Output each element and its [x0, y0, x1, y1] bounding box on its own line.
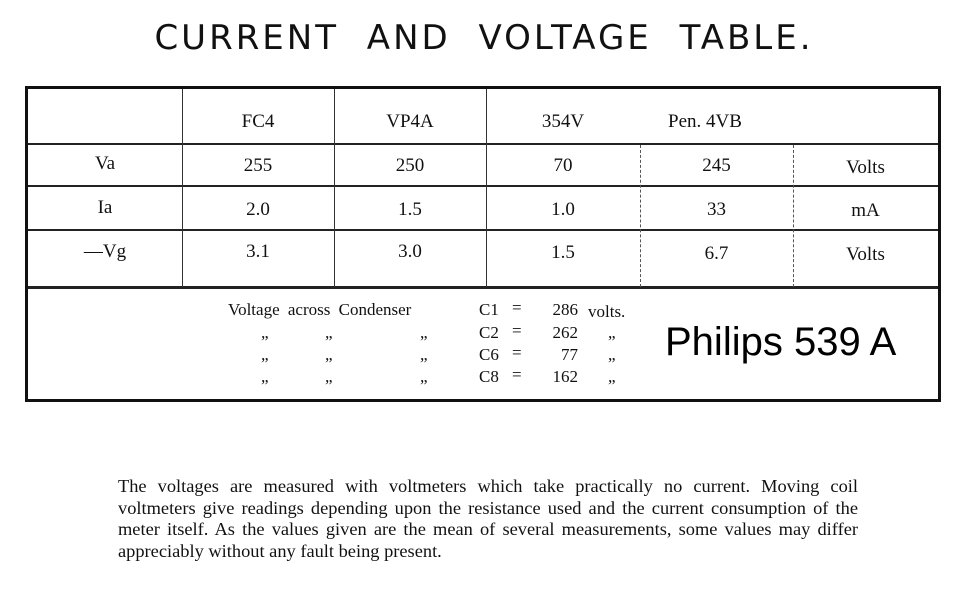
ditto-mark: „: [261, 345, 269, 364]
column-header: 354V: [541, 111, 585, 132]
equals-sign: =: [512, 365, 522, 384]
equals-sign: =: [512, 321, 522, 340]
ditto-mark: „: [261, 367, 269, 386]
condenser-unit: volts.: [588, 302, 626, 321]
table-cell: 3.1: [246, 241, 270, 262]
condenser-id: C8: [479, 367, 499, 386]
ditto-mark: „: [608, 323, 616, 342]
ditto-mark: „: [420, 345, 428, 364]
table-rule: [28, 286, 938, 289]
condenser-value: 162: [552, 367, 578, 386]
row-label: Ia: [97, 197, 113, 218]
table-cell: 70: [553, 155, 573, 176]
column-header: FC4: [241, 111, 275, 132]
footnote-paragraph: The voltages are measured with voltmeters which take practically no current. Moving coil voltmeters give readings depending upon the resistance used and the current consumption of the meter itself. As the values given are the mean of several measurements, some values may differ appreciably without any fault being present.: [118, 476, 858, 561]
table-cell: 1.5: [551, 242, 575, 263]
table-cell: 245: [702, 155, 731, 176]
row-label: Va: [94, 153, 116, 174]
table-rule: [28, 229, 938, 231]
table-cell: 33: [707, 199, 726, 220]
row-label: —Vg: [83, 241, 127, 262]
model-name: Philips 539 A: [665, 320, 897, 364]
ditto-mark: „: [608, 345, 616, 364]
page-title: CURRENT AND VOLTAGE TABLE.: [154, 18, 814, 58]
unit-cell: mA: [851, 200, 880, 221]
table-cell: 2.0: [246, 199, 270, 220]
table-rule: [28, 143, 938, 145]
unit-cell: Volts: [846, 244, 885, 265]
table-rule: [28, 185, 938, 187]
ditto-mark: „: [420, 367, 428, 386]
condenser-value: 262: [552, 323, 578, 342]
condenser-id: C1: [479, 300, 499, 319]
table-cell: 3.0: [398, 241, 422, 262]
table-cell: 6.7: [704, 243, 729, 264]
ditto-mark: „: [608, 367, 616, 386]
condenser-id: C2: [479, 323, 499, 342]
table-cell: 255: [243, 155, 273, 176]
equals-sign: =: [512, 343, 522, 362]
ditto-mark: „: [261, 323, 269, 342]
ditto-mark: „: [325, 367, 333, 386]
condenser-value: 77: [561, 345, 578, 364]
ditto-mark: „: [325, 323, 333, 342]
condenser-value: 286: [552, 300, 578, 319]
condenser-header-label: Voltage across Condenser: [228, 300, 412, 319]
column-header: Pen. 4VB: [668, 111, 742, 132]
ditto-mark: „: [420, 323, 428, 342]
table-cell: 1.5: [398, 199, 422, 220]
unit-cell: Volts: [846, 157, 885, 178]
ditto-mark: „: [325, 345, 333, 364]
table-cell: 250: [395, 155, 425, 176]
equals-sign: =: [512, 298, 522, 317]
condenser-id: C6: [479, 345, 499, 364]
table-cell: 1.0: [551, 199, 575, 220]
column-header: VP4A: [386, 111, 434, 132]
